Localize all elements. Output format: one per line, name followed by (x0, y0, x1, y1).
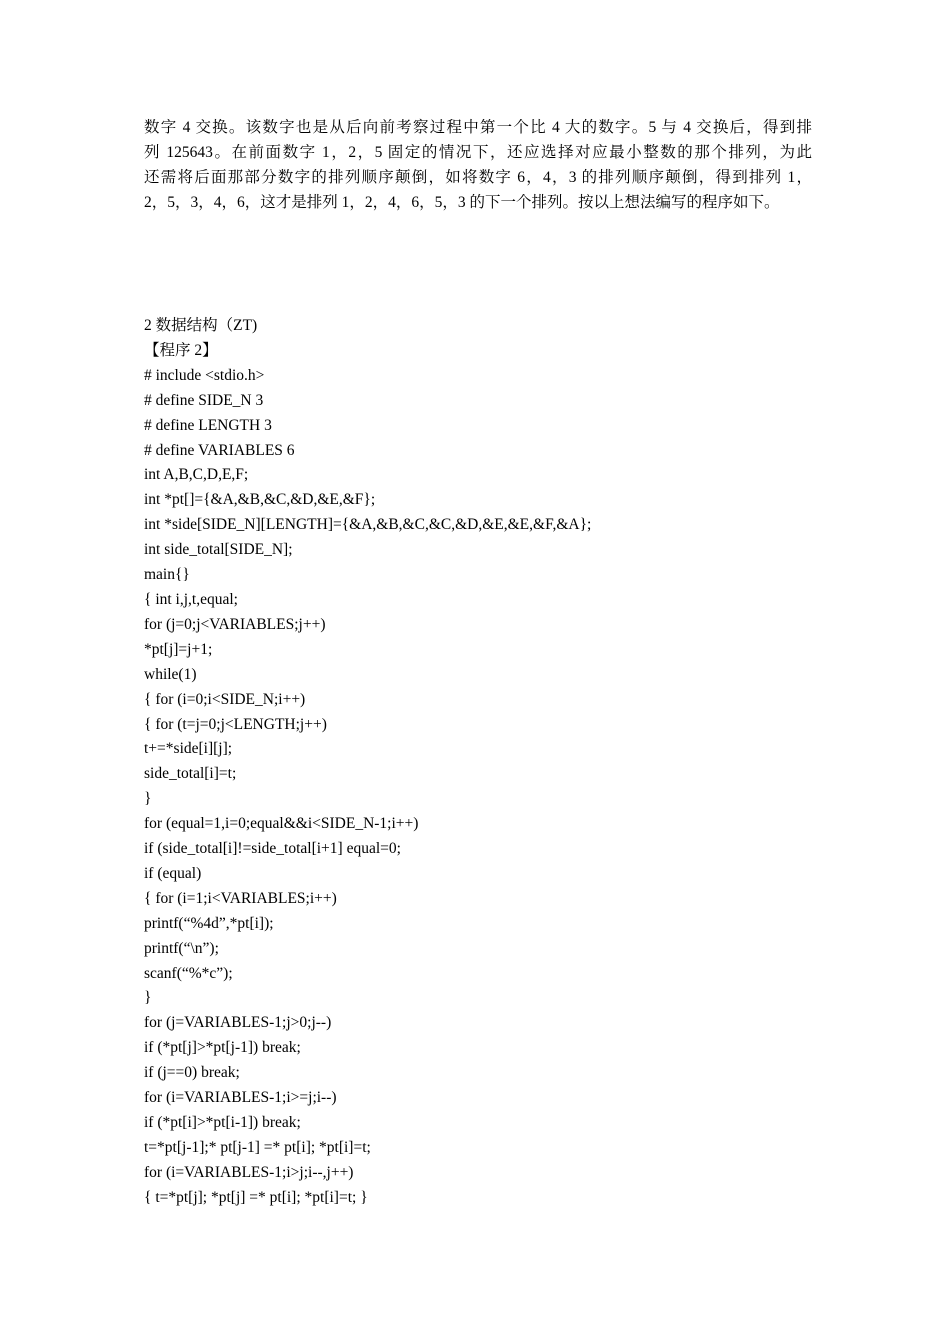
code-line: { int i,j,t,equal; (144, 590, 238, 608)
code-line: # define VARIABLES 6 (144, 441, 295, 459)
code-line: for (i=VARIABLES-1;i>=j;i--) (144, 1089, 337, 1107)
intro-line-4: 2，5，3，4，6，这才是排列 1，2，4，6，5，3 的下一个排列。按以上想法编写的程序如下。 (144, 194, 780, 211)
code-line: if (*pt[j]>*pt[j-1]) break; (144, 1039, 301, 1057)
program-label: 【程序 2】 (144, 341, 218, 359)
code-line: if (equal) (144, 864, 202, 882)
code-line: { for (t=j=0;j<LENGTH;j++) (144, 715, 327, 733)
code-line: printf(“%4d”,*pt[i]); (144, 914, 274, 932)
code-line: # include <stdio.h> (144, 366, 265, 384)
code-line: for (equal=1,i=0;equal&&i<SIDE_N-1;i++) (144, 815, 419, 833)
code-line: { for (i=0;i<SIDE_N;i++) (144, 690, 306, 708)
code-line: int *pt[]={&A,&B,&C,&D,&E,&F}; (144, 491, 376, 509)
code-line: if (*pt[i]>*pt[i-1]) break; (144, 1114, 301, 1131)
code-line: for (i=VARIABLES-1;i>j;i--,j++) (144, 1163, 354, 1181)
code-line: t=*pt[j-1];* pt[j-1] =* pt[i]; *pt[i]=t; (144, 1138, 371, 1156)
code-line: int *side[SIDE_N][LENGTH]={&A,&B,&C,&C,&D,&E,&E,&F,&A}; (144, 516, 592, 534)
code-line: } (144, 790, 152, 808)
code-line: for (j=VARIABLES-1;j>0;j--) (144, 1014, 332, 1032)
intro-line-1: 数字 4 交换。该数字也是从后向前考察过程中第一个比 4 大的数字。5 与 4 交换后，得到排 (144, 119, 812, 136)
code-line: for (j=0;j<VARIABLES;j++) (144, 615, 326, 633)
code-line: { for (i=1;i<VARIABLES;i++) (144, 889, 337, 907)
code-line: t+=*side[i][j]; (144, 740, 233, 758)
code-line: *pt[j]=j+1; (144, 640, 213, 658)
section-heading: 2 数据结构（ZT) (144, 317, 258, 334)
code-block (144, 364, 824, 1211)
code-line: while(1) (144, 665, 197, 683)
intro-paragraph (144, 115, 812, 215)
intro-line-2: 列 125643。在前面数字 1，2，5 固定的情况下，还应选择对应最小整数的那个排列，为此 (144, 144, 812, 161)
code-line: if (side_total[i]!=side_total[i+1] equal=0; (144, 840, 401, 858)
intro-line-3: 还需将后面那部分数字的排列顺序颠倒，如将数字 6，4，3 的排列顺序颠倒，得到排列 1， (144, 169, 812, 186)
code-line: side_total[i]=t; (144, 765, 237, 783)
program-section (144, 314, 824, 1211)
code-line: printf(“\n”); (144, 939, 219, 957)
code-line: # define LENGTH 3 (144, 416, 272, 434)
code-line: int A,B,C,D,E,F; (144, 466, 249, 484)
code-line: } (144, 989, 152, 1007)
code-line: scanf(“%*c”); (144, 964, 233, 982)
code-line: main{} (144, 566, 190, 584)
code-line: # define SIDE_N 3 (144, 391, 264, 409)
code-line: if (j==0) break; (144, 1064, 240, 1082)
code-line: { t=*pt[j]; *pt[j] =* pt[i]; *pt[i]=t; } (144, 1188, 368, 1206)
code-line: int side_total[SIDE_N]; (144, 541, 293, 559)
